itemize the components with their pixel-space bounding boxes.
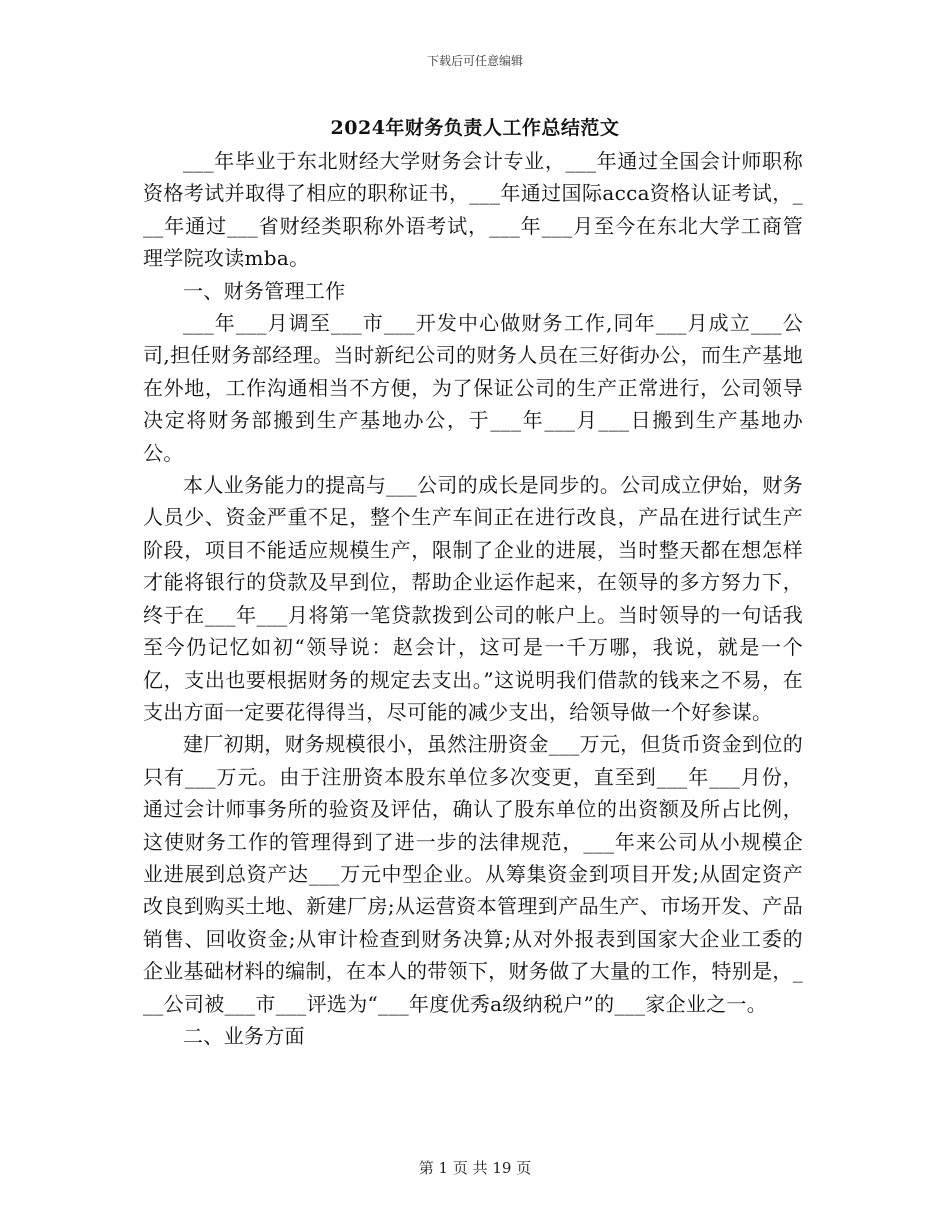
section-heading-business: 二、业务方面: [183, 1023, 305, 1048]
paragraph-transfer: ___年___月调至___市___开发中心做财务工作,同年___月成立___公司,担任财务部经理。当时新纪公司的财务人员在三好街办公，而生产基地在外地，工作沟通相当不方便，为了保证公司的生产正常进行，公司领导决定将财务部搬到生产基地办公，于___年___月___日搬到生产基地办公。: [143, 311, 803, 465]
document-title: 2024年财务负责人工作总结范文: [330, 117, 620, 139]
document-body: [143, 145, 803, 1052]
paragraph-early-stage: 建厂初期，财务规模很小，虽然注册资金___万元，但货币资金到位的只有___万元。由于注册资本股东单位多次变更，直至到___年___月份，通过会计师事务所的验资及评估，确认了股东单位的出资额及所占比例，这使财务工作的管理得到了进一步的法律规范，___年来公司从小规模企业进展到总资产达___万元中型企业。从筹集资金到项目开发;从固定资产改良到购买土地、新建厂房;从运营资本管理到产品生产、市场开发、产品销售、回收资金;从审计检查到财务决算;从对外报表到国家大企业工委的企业基础材料的编制，在本人的带领下，财务做了大量的工作，特别是，___公司被___市___评选为“___年度优秀a级纳税户”的___家企业之一。: [143, 732, 803, 1016]
paragraph-intro: ___年毕业于东北财经大学财务会计专业，___年通过全国会计师职称资格考试并取得了相应的职称证书，___年通过国际acca资格认证考试，___年通过___省财经类职称外语考试，___年___月至今在东北大学工商管理学院攻读mba。: [143, 149, 803, 271]
page-number: 第 1 页 共 19 页: [418, 1159, 532, 1177]
section-heading-financial-management: 一、财务管理工作: [183, 278, 346, 303]
paragraph-growth: 本人业务能力的提高与___公司的成长是同步的。公司成立伊始，财务人员少、资金严重不足，整个生产车间正在进行改良，产品在进行试生产阶段，项目不能适应规模生产，限制了企业的进展，当时整天都在想怎样才能将银行的贷款及早到位，帮助企业运作起来，在领导的多方努力下，终于在___年___月将第一笔贷款拨到公司的帐户上。当时领导的一句话我至今仍记忆如初“领导说：赵会计，这可是一千万哪，我说，就是一个亿，支出也要根据财务的规定去支出。”这说明我们借款的钱来之不易，在支出方面一定要花得得当，尽可能的减少支出，给领导做一个好参谋。: [143, 473, 803, 724]
header-note: 下载后可任意编辑: [426, 54, 523, 68]
